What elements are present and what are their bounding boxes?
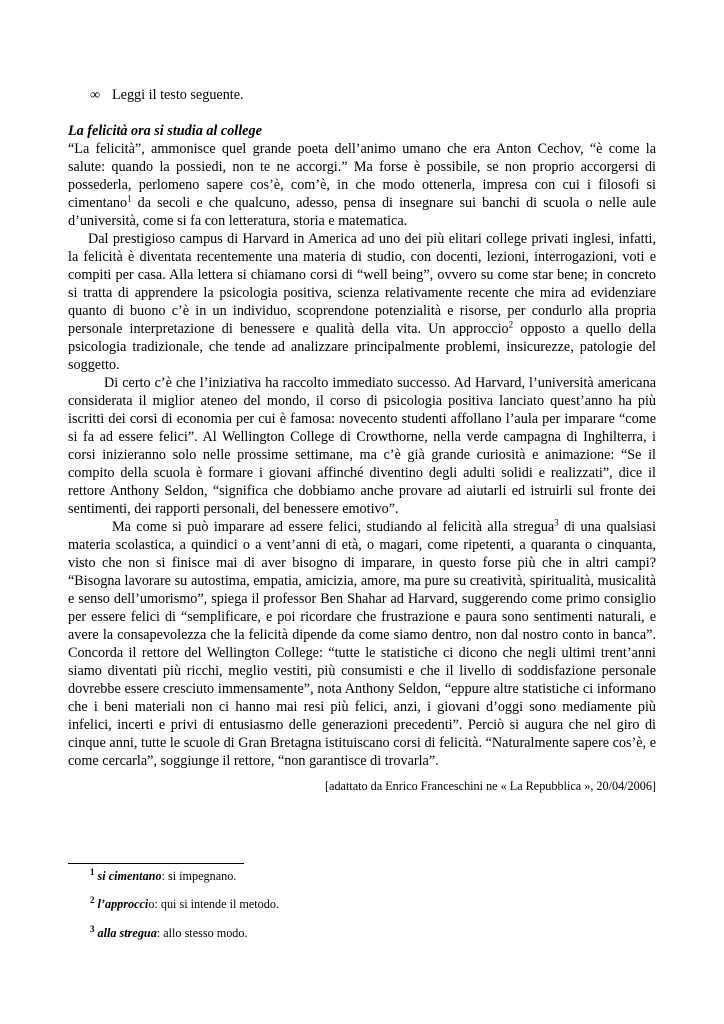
paragraph-4	[68, 518, 656, 770]
footnote-separator	[68, 863, 244, 864]
footnote-3	[90, 925, 248, 941]
footnote-term: l’approcci	[97, 897, 149, 911]
footnote-ref-3: 3	[554, 517, 559, 528]
paragraph-4-text-a: Ma come si può imparare ad essere felici, studiando al felicità alla stregua	[112, 519, 555, 535]
footnote-1	[90, 868, 236, 884]
footnote-term: si cimentano	[97, 869, 162, 883]
article-title: La felicità ora si studia al college	[68, 123, 262, 139]
paragraph-3: Di certo c’è che l’iniziativa ha raccolto immediato successo. Ad Harvard, l’università americana considerata il miglior ateneo del mondo, il corso di psicologia positiva lanciato quest’anno ha più iscritti dei corsi di economia per cui è famosa: novecento studenti affollano l’aula per imparare “come si fa ad essere felici”. Al Wellington College di Crowthorne, nella verde campagna di Inghilterra, i corsi inizieranno solo nelle prossime settimane, ma c’è già grande curiosità e animazione: “Se il compito della scuola è formare i giovani affinché diventino degli adulti solidi e realizzati”, dice il rettore Anthony Seldon, “significa che dobbiamo anche provare ad aiutarli ed istruirli sul fronte dei sentimenti, dei rapporti personali, del benessere emotivo”.	[68, 375, 656, 517]
footnote-number: 1	[90, 866, 95, 877]
paragraph-2-text-b: opposto a quello della psicologia tradizionale, che tende ad analizzare principalmente problemi, insicurezze, patologie del soggetto.	[68, 321, 657, 373]
paragraph-2	[68, 230, 656, 374]
footnote-ref-2: 2	[508, 319, 514, 330]
paragraph-2-text-a: Dal prestigioso campus di Harvard in America ad uno dei più elitari college privati inglesi, infatti, la felicità è diventata recentemente una materia di studio, con docenti, lezioni, interrogazioni, voti e compiti per casa. Alla lettera si chiamano corsi di “well being”, ovvero su come star bene; in concreto si tratta di apprendere la psicologia positiva, scienza relativamente recente che mira ad evidenziare quanto di buono c’è in un individuo, scoprendone potenzialità e risorse, per condurlo alla propria personale interpretazione di benessere e qualità della vita. Un approccio	[68, 231, 656, 337]
instruction-line	[90, 86, 244, 104]
paragraph-4-text-b: di una qualsiasi materia scolastica, a quindici o a vent’anni di età, o magari, come ripetenti, a quaranta o cinquanta, visto che non si finisce mai di aver bisogno di imparare, in questo forse più che in altri campi? “Bisogna lavorare su autostima, empatia, amicizia, amore, ma pure su creatività, spiritualità, musicalità e senso dell’umorismo”, spiega il professor Ben Shahar ad Harvard, suggerendo come primo consiglio per essere felici di “semplificare, e poi ricordare che frustrazione e paura sono sentimenti naturali, e avere la consapevolezza che la felicità dipende da come siamo dentro, non dal nostro conto in banca”. Concorda il rettore del Wellington College: “tutte le statistiche ci dicono che negli ultimi trent’anni siamo diventati più ricchi, meglio vestiti, più consumisti e che il livello di soddisfazione personale dovrebbe essere cresciuto immensamente”, nota Anthony Seldon, “eppure altre statistiche ci informano che i beni materiali non ci hanno mai resi più felici, anzi, i giovani d’oggi sono mediamente più infelici, incerti e privi di entusiasmo delle generazioni precedenti”. Perciò si augura che nel giro di cinque anni, tutte le scuole di Gran Bretagna istituiscano corsi di felicità. “Naturalmente sapere cos’è, e come cercarla”, soggiunge il rettore, “non garantisce di trovarla”.	[68, 519, 656, 769]
footnote-2	[90, 896, 279, 912]
footnote-number: 2	[90, 894, 95, 905]
source-citation: [adattato da Enrico Franceschini ne « La Repubblica », 20/04/2006]	[325, 779, 656, 793]
footnote-definition: o: qui si intende il metodo.	[148, 897, 279, 911]
paragraph-1	[68, 140, 656, 230]
article	[68, 122, 656, 794]
paragraph-1-text-b: da secoli e che qualcuno, adesso, pensa di insegnare sui banchi di scuola o nelle aule d’università, come si fa con letteratura, storia e matematica.	[68, 195, 656, 229]
footnote-definition: : allo stesso modo.	[156, 926, 248, 940]
paragraph-1-text-a: “La felicità”, ammonisce quel grande poeta dell’animo umano che era Anton Cechov, “è come la salute: quando la possiedi, non te ne accorgi.” Ma forse è possibile, se non proprio accorgersi di possederla, perlomeno sapere cos’è, com’è, in che modo ottenerla, impresa con cui i filosofi si cimentano	[68, 141, 656, 211]
footnote-number: 3	[90, 923, 95, 934]
footnote-term: alla stregua	[97, 926, 157, 940]
footnote-ref-1: 1	[127, 193, 132, 204]
footnote-definition: : si impegnano.	[161, 869, 237, 883]
infinity-bullet-icon: ∞	[90, 87, 101, 103]
instruction-text: Leggi il testo seguente.	[112, 87, 244, 103]
